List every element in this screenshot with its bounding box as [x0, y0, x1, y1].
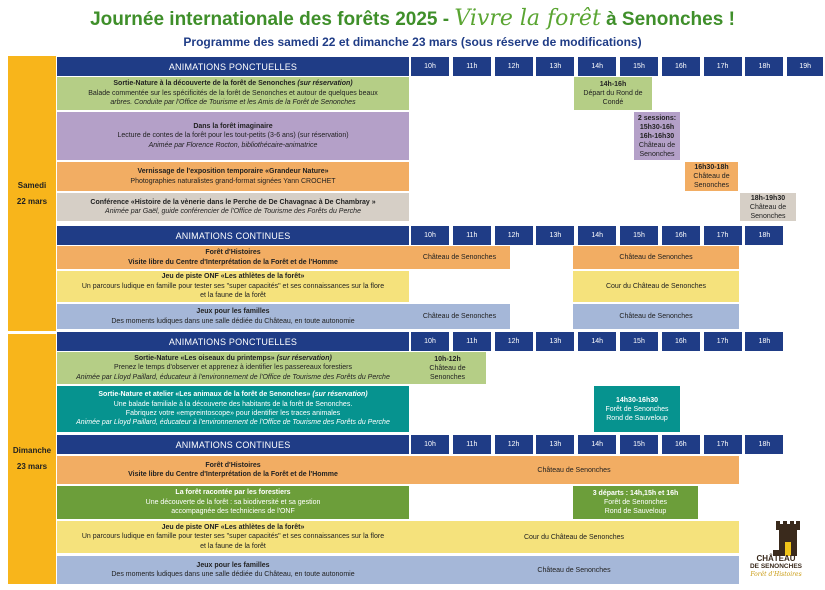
time-tick: 17h	[704, 435, 742, 454]
day-label-saturday: Samedi 22 mars	[8, 56, 56, 331]
activity-foret-histoires-sun: Forêt d'Histoires Visite libre du Centre d'Interprétation de la Forêt et de l'Homme	[57, 456, 409, 484]
activity-oiseaux: Sortie-Nature «Les oiseaux du printemps» (sur réservation) Prenez le temps d'observer et apprenez à identifier les passereaux forestiers Animée par Lloyd Paillard, éducateur à l'environnement de l'Office de Tourisme des Forêts du Perche	[57, 352, 409, 384]
slot-conference: 18h-19h30 Château de Senonches	[740, 193, 796, 221]
time-tick: 14h	[578, 57, 616, 76]
time-tick: 17h	[704, 57, 742, 76]
time-tick: 10h	[411, 57, 449, 76]
slot-jeux-familles-morning: Château de Senonches	[409, 304, 510, 329]
time-tick: 12h	[495, 332, 533, 351]
page-title: Journée internationale des forêts 2025 - Vivre la forêt à Senonches !	[90, 6, 735, 31]
slot-jeu-de-piste: Cour du Château de Senonches	[573, 271, 739, 302]
time-tick: 10h	[411, 435, 449, 454]
time-tick: 15h	[620, 57, 658, 76]
time-tick: 14h	[578, 435, 616, 454]
slot-foresters: 3 départs : 14h,15h et 16h Forêt de Senonches Rond de Sauveloup	[573, 486, 698, 519]
activity-sortie-nature: Sortie-Nature à la découverte de la forêt de Senonches (sur réservation) Balade commentée sur les spécificités de la forêt de Senonches et autour de quelques beaux arbres. Conduite par l'Office de Tourisme et les Amis de la Forêt de Senonches	[57, 77, 409, 110]
time-tick: 11h	[453, 435, 491, 454]
activity-foresters: La forêt racontée par les forestiers Une découverte de la forêt : sa biodiversité et sa gestion accompagnée des techniciens de l'ONF	[57, 486, 409, 519]
time-tick: 15h	[620, 332, 658, 351]
page-subtitle: Programme des samedi 22 et dimanche 23 mars (sous réserve de modifications)	[183, 35, 642, 49]
day-label-sunday: Dimanche 23 mars	[8, 334, 56, 584]
time-tick: 12h	[495, 226, 533, 245]
activity-jeux-familles-sun: Jeux pour les familles Des moments ludiques dans une salle dédiée du Château, en toute autonomie	[57, 556, 409, 584]
slot-animaux: 14h30-16h30 Forêt de Senonches Rond de Sauveloup	[594, 386, 680, 432]
time-tick: 18h	[745, 332, 783, 351]
time-tick: 16h	[662, 57, 700, 76]
slot-foret-histoires-afternoon: Château de Senonches	[573, 246, 739, 269]
slot-jeux-familles-afternoon: Château de Senonches	[573, 304, 739, 329]
time-tick: 13h	[536, 57, 574, 76]
time-tick: 18h	[745, 57, 783, 76]
time-tick: 11h	[453, 332, 491, 351]
activity-conference: Conférence «Histoire de la vènerie dans le Perche de De Chavagnac à De Chambray » Animée par Gaël, guide conférencier de l'Office de Tourisme des Forêts du Perche	[57, 193, 409, 221]
activity-foret-histoires: Forêt d'Histoires Visite libre du Centre d'Interprétation de la Forêt et de l'Homme	[57, 246, 409, 269]
slot-foret-histoires-sun: Château de Senonches	[409, 456, 739, 484]
logo-text: CHÂTEAU DE SENONCHES Forêt d'Histoires	[749, 554, 802, 578]
time-tick: 14h	[578, 332, 616, 351]
time-tick: 16h	[662, 226, 700, 245]
time-tick: 11h	[453, 57, 491, 76]
slot-oiseaux: 10h-12h Château de Senonches	[409, 352, 486, 384]
activity-vernissage: Vernissage de l'exposition temporaire «Grandeur Nature» Photographies naturalistes grand-format signées Yann CROCHET	[57, 162, 409, 191]
section-header-ponctuelles: ANIMATIONS PONCTUELLES	[57, 332, 409, 351]
slot-vernissage: 16h30-18h Château de Senonches	[685, 162, 738, 191]
activity-jeu-de-piste: Jeu de piste ONF «Les athlètes de la forêt» Un parcours ludique en famille pour tester ses "super capacités" et ses connaissances sur la flore et la faune de la forêt	[57, 271, 409, 302]
slot-foret-imaginaire: 2 sessions: 15h30-16h 16h-16h30 Château de Senonches	[634, 112, 680, 160]
time-tick: 17h	[704, 226, 742, 245]
activity-jeu-de-piste-sun: Jeu de piste ONF «Les athlètes de la forêt» Un parcours ludique en famille pour tester ses "super capacités" et ses connaissances sur la flore et la faune de la forêt	[57, 521, 409, 553]
section-header-continues: ANIMATIONS CONTINUES	[57, 435, 409, 454]
time-tick: 18h	[745, 435, 783, 454]
time-tick: 10h	[411, 332, 449, 351]
chateau-logo	[745, 520, 807, 584]
time-tick: 17h	[704, 332, 742, 351]
slot-jeux-familles-sun: Château de Senonches	[409, 556, 739, 584]
activity-jeux-familles: Jeux pour les familles Des moments ludiques dans une salle dédiée du Château, en toute autonomie	[57, 304, 409, 329]
time-tick: 13h	[536, 332, 574, 351]
time-tick: 10h	[411, 226, 449, 245]
title-script: Vivre la forêt	[454, 6, 601, 31]
time-tick: 12h	[495, 435, 533, 454]
slot-jeu-de-piste-sun: Cour du Château de Senonches	[409, 521, 739, 553]
time-tick: 19h	[787, 57, 823, 76]
section-header-ponctuelles: ANIMATIONS PONCTUELLES	[57, 57, 409, 76]
time-tick: 15h	[620, 226, 658, 245]
activity-foret-imaginaire: Dans la forêt imaginaire Lecture de contes de la forêt pour les tout-petits (3-6 ans) (sur réservation) Animée par Florence Rocton, bibliothécaire-animatrice	[57, 112, 409, 160]
time-tick: 12h	[495, 57, 533, 76]
slot-sortie-nature: 14h-16h Départ du Rond de Condé	[574, 77, 652, 110]
time-tick: 18h	[745, 226, 783, 245]
time-tick: 14h	[578, 226, 616, 245]
time-tick: 11h	[453, 226, 491, 245]
slot-foret-histoires-morning: Château de Senonches	[409, 246, 510, 269]
section-header-continues: ANIMATIONS CONTINUES	[57, 226, 409, 245]
time-tick: 13h	[536, 226, 574, 245]
time-tick: 16h	[662, 332, 700, 351]
activity-animaux: Sortie-Nature et atelier «Les animaux de la forêt de Senonches» (sur réservation) Une balade familiale à la découverte des habitants de la forêt de Senonches. Fabriquez votre «empreintoscope» pour identifier les traces animales Animée par Lloyd Paillard, éducateur à l'environnement de l'Office de Tourisme des Forêts du Perche	[57, 386, 409, 432]
time-tick: 13h	[536, 435, 574, 454]
time-tick: 16h	[662, 435, 700, 454]
time-tick: 15h	[620, 435, 658, 454]
